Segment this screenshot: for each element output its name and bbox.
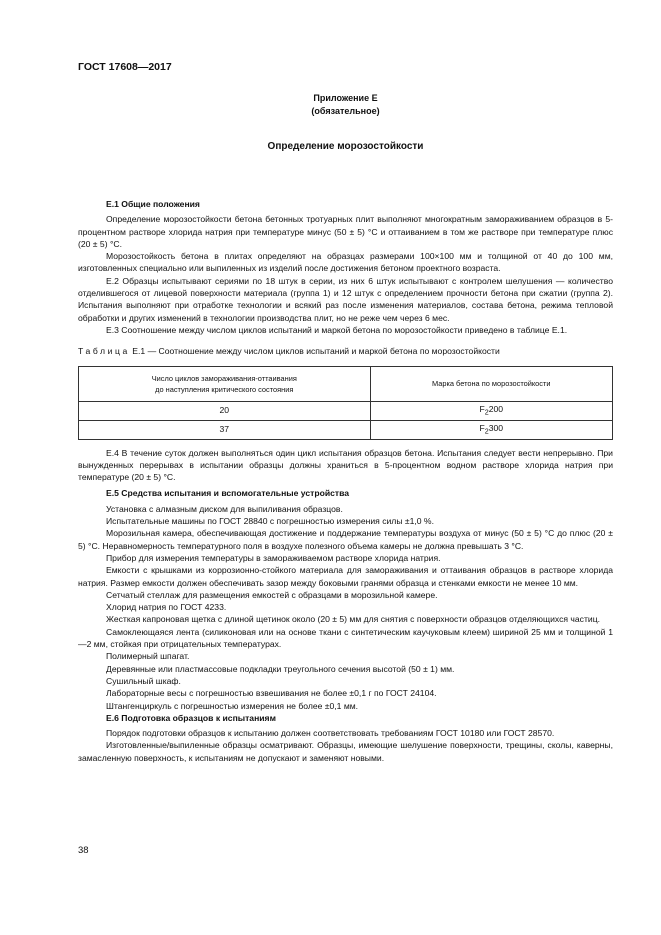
equipment-item: Морозильная камера, обеспечивающая достижение и поддержание температуры воздуха от минус (50 ± 5) °С до плюс (20 ± 5) °С. Неравномерность температурного поля в воздухе полезного объема камеры не должна превышать 3 °С. xyxy=(78,528,613,551)
table-cell-grade xyxy=(370,420,612,439)
equipment-item: Лабораторные весы с погрешностью взвешивания не более ±0,1 г по ГОСТ 24104. xyxy=(106,688,437,699)
grade-letter: F xyxy=(479,403,485,414)
grade-value: 300 xyxy=(488,422,504,433)
equipment-item: Сетчатый стеллаж для размещения емкостей с образцами в морозильной камере. xyxy=(106,589,438,600)
appendix-status: (обязательное) xyxy=(311,106,380,116)
grade-subscript: 2 xyxy=(484,427,489,436)
paragraph: Морозостойкость бетона в плитах определяют на образцах размерами 100×100 мм и толщиной от 40 до 100 мм, изготовленных специально или выпиленных из изделий после достижения бетоном проектного возраста. xyxy=(78,251,613,274)
equipment-item: Хлорид натрия по ГОСТ 4233. xyxy=(106,602,227,613)
table-caption-text: Е.1 — Соотношение между числом циклов испытаний и маркой бетона по морозостойкости xyxy=(129,346,500,357)
table-caption xyxy=(78,345,613,357)
table-row xyxy=(79,420,613,439)
equipment-item: Сушильный шкаф. xyxy=(106,675,181,686)
table-cell-grade xyxy=(370,401,612,420)
column-header-cycles-line2: до наступления критического состояния xyxy=(155,384,294,394)
table-cell-cycles: 37 xyxy=(79,420,371,439)
table-header-row xyxy=(79,366,613,401)
equipment-item: Установка с алмазным диском для выпиливания образцов. xyxy=(106,503,343,514)
equipment-item: Емкости с крышками из коррозионно-стойкого материала для замораживания и оттаивания образцов в растворе хлорида натрия. Размер емкости должен обеспечивать зазор между боковыми гранями образца и стенками емкости не менее 10 мм. xyxy=(78,565,613,588)
section-e5-heading: Е.5 Средства испытания и вспомогательные устройства xyxy=(106,488,350,499)
section-e6-heading: Е.6 Подготовка образцов к испытаниям xyxy=(106,712,276,723)
paragraph: Изготовленные/выпиленные образцы осматривают. Образцы, имеющие шелушение поверхности, трещины, сколы, каверны, замасленную поверхность, к испытаниям не допускают и заменяют новыми. xyxy=(78,740,613,763)
standard-number: ГОСТ 17608—2017 xyxy=(78,61,172,73)
page-number: 38 xyxy=(78,845,89,856)
column-header-cycles xyxy=(79,366,371,401)
grade-subscript: 2 xyxy=(484,408,489,417)
paragraph: Порядок подготовки образцов к испытанию должен соответствовать требованиям ГОСТ 10180 или ГОСТ 28570. xyxy=(106,728,555,739)
appendix-title: Приложение Е xyxy=(313,93,378,103)
grade-value: 200 xyxy=(488,403,504,414)
document-body xyxy=(78,198,613,764)
section-e1-heading: Е.1 Общие положения xyxy=(106,199,200,209)
paragraph: Е.3 Соотношение между числом циклов испытаний и маркой бетона по морозостойкости приведено в таблице Е.1. xyxy=(106,324,568,335)
paragraph: Е.4 В течение суток должен выполняться один цикл испытания образцов бетона. Испытания следует вести непрерывно. При вынужденных перерывах в испытании образцы должны храниться в 5-процентном водном растворе хлорида натрия при температуре (20 ± 5) °С. xyxy=(78,447,613,483)
table-cell-cycles: 20 xyxy=(79,401,371,420)
equipment-item: Деревянные или пластмассовые подкладки треугольного сечения высотой (50 ± 1) мм. xyxy=(106,663,455,674)
column-header-grade: Марка бетона по морозостойкости xyxy=(370,366,612,401)
equipment-item: Полимерный шпагат. xyxy=(106,651,190,662)
table-row xyxy=(79,401,613,420)
equipment-item: Испытательные машины по ГОСТ 28840 с погрешностью измерения силы ±1,0 %. xyxy=(106,516,434,527)
equipment-item: Прибор для измерения температуры в замораживаемом растворе хлорида натрия. xyxy=(106,552,441,563)
appendix-block xyxy=(78,92,613,118)
column-header-cycles-line1: Число циклов замораживания-оттаивания xyxy=(151,373,297,383)
equipment-item: Самоклеющаяся лента (силиконовая или на основе ткани с синтетическим каучуковым клеем) шириной 25 мм и толщиной 1—2 мм, стойкая при отрицательных температурах. xyxy=(78,626,613,650)
appendix-heading: Определение морозостойкости xyxy=(267,141,424,152)
equipment-item: Жесткая капроновая щетка с длиной щетинок около (20 ± 5) мм для снятия с поверхности образцов отделяющихся частиц. xyxy=(106,614,601,625)
equipment-item: Штангенциркуль с погрешностью измерения не более ±0,1 мм. xyxy=(106,700,359,711)
frost-resistance-table xyxy=(78,366,613,440)
table-caption-prefix: Таблица xyxy=(78,346,130,357)
paragraph: Определение морозостойкости бетона бетонных тротуарных плит выполняют многократным замораживанием образцов в 5-процентном растворе хлорида натрия при температуре минус (50 ± 5) °С и оттаиванием в том же растворе при температуре плюс (20 ± 5) °С. xyxy=(78,214,613,249)
paragraph: Е.2 Образцы испытывают сериями по 18 штук в серии, из них 6 штук испытывают с контролем шелушения — количество отделившегося от лицевой поверхности материала (группа 1) и 12 штук с определением прочности бетона при сжатии (группа 2). Испытания выполняют при отработке технологии и всякий раз после изменения материалов, состава бетона, режима тепловой обработки и других изменений в технологии производства плит, но не реже чем через 6 мес. xyxy=(78,275,613,323)
grade-letter: F xyxy=(479,422,485,433)
